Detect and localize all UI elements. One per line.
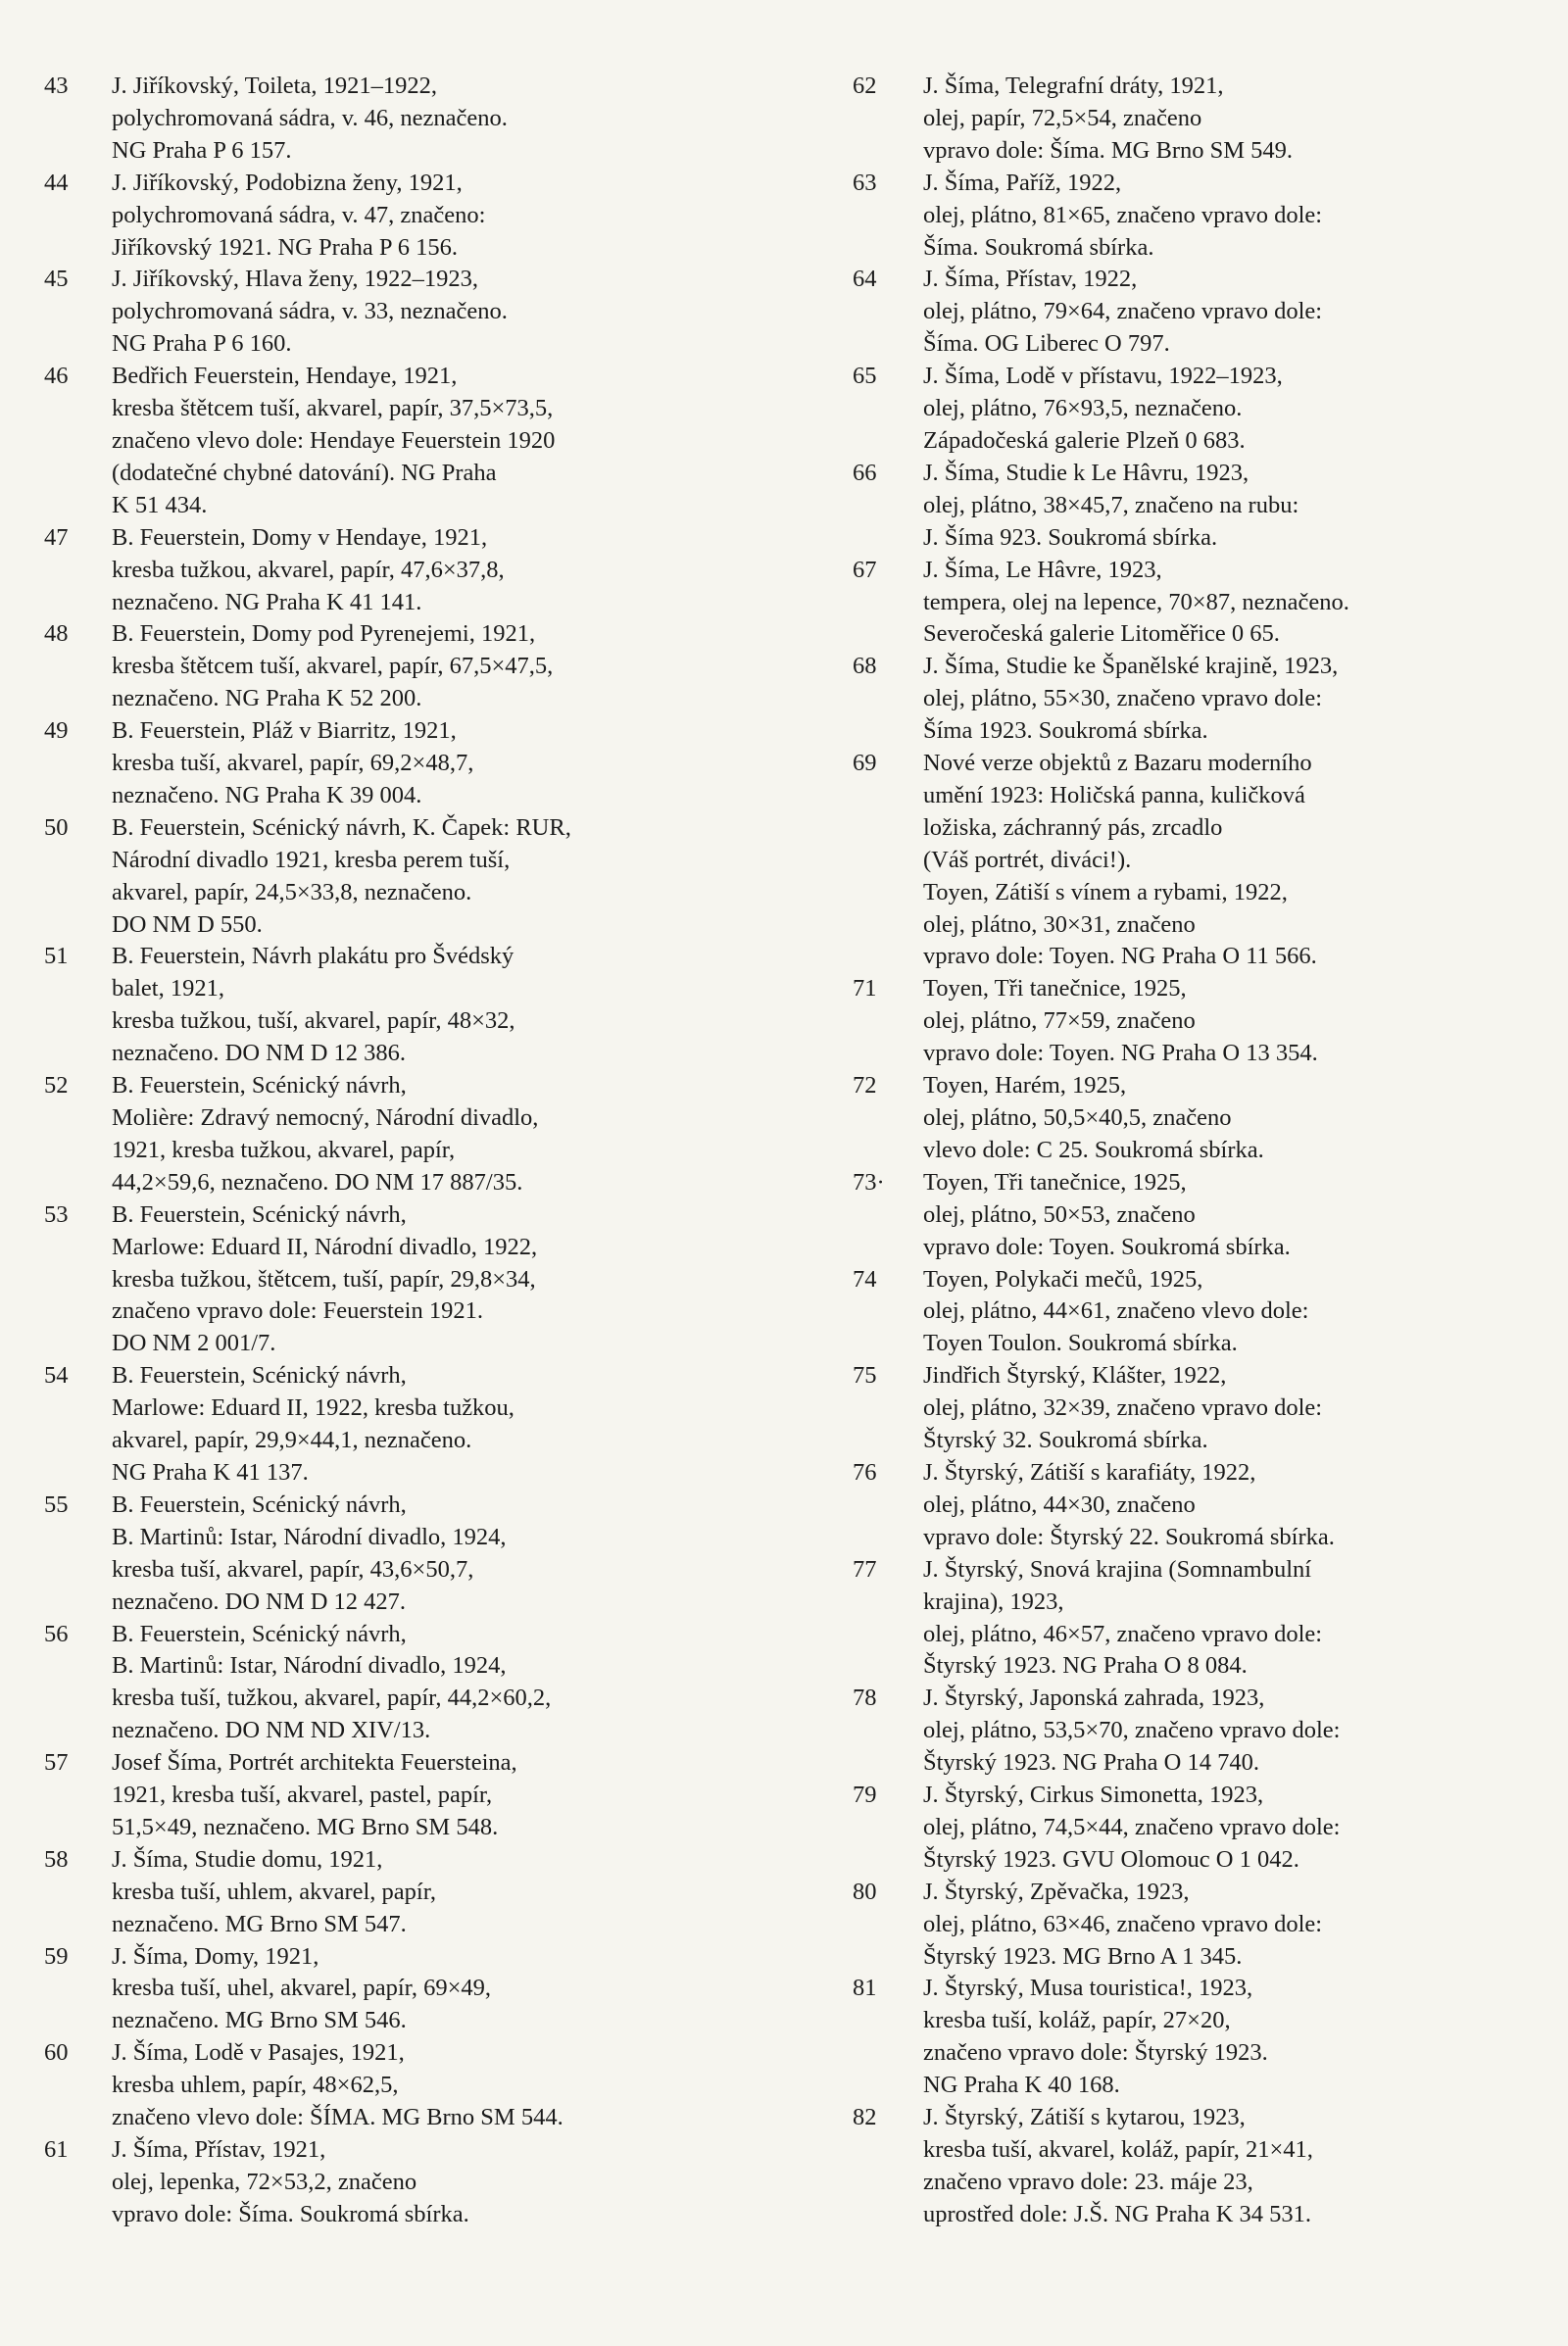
entry-line: Štyrský 1923. NG Praha O 8 084. (923, 1652, 1248, 1680)
entry-line: značeno vpravo dole: Feuerstein 1921. (112, 1297, 483, 1325)
catalog-entry (853, 973, 1558, 1070)
entry-line: J. Štyrský, Zátiší s karafiáty, 1922, (923, 1458, 1256, 1486)
entry-line: olej, plátno, 32×39, značeno vpravo dole: (923, 1394, 1323, 1422)
entry-line: J. Jiříkovský, Podobizna ženy, 1921, (112, 169, 463, 196)
entry-number: 43 (44, 73, 69, 99)
entry-number: 53 (44, 1200, 69, 1228)
entry-line: vpravo dole: Toyen. NG Praha O 13 354. (923, 1040, 1318, 1067)
entry-number: 59 (44, 1942, 69, 1970)
entry-number: 45 (44, 266, 69, 293)
entry-line: B. Feuerstein, Návrh plakátu pro Švédský (112, 943, 514, 970)
entry-number: 56 (44, 1620, 69, 1647)
entry-line: značeno vpravo dole: Štyrský 1923. (923, 2039, 1268, 2067)
entry-number: 69 (853, 750, 877, 777)
entry-text (923, 458, 1558, 555)
entry-line: Západočeská galerie Plzeň 0 683. (923, 426, 1246, 454)
catalog-entry (44, 1844, 838, 1941)
entry-line: neznačeno. NG Praha K 52 200. (112, 685, 422, 712)
entry-line: B. Feuerstein, Scénický návrh, (112, 1491, 407, 1518)
entry-line: olej, lepenka, 72×53,2, značeno (112, 2168, 417, 2195)
entry-number: 52 (44, 1072, 69, 1100)
entry-line: B. Feuerstein, Scénický návrh, (112, 1620, 407, 1647)
entry-text (923, 973, 1558, 1070)
entry-line: B. Feuerstein, Scénický návrh, K. Čapek: RUR, (112, 813, 571, 841)
entry-text (112, 618, 838, 715)
catalog-entry (44, 941, 838, 1070)
catalog-entry (853, 458, 1558, 555)
entry-line: olej, plátno, 30×31, značeno (923, 910, 1196, 938)
entry-line: 51,5×49, neznačeno. MG Brno SM 548. (112, 1813, 499, 1840)
entry-line: J. Šíma, Studie k Le Hâvru, 1923, (923, 459, 1250, 486)
catalog-entry (853, 168, 1558, 265)
entry-text (923, 361, 1558, 458)
entry-number: 61 (44, 2136, 69, 2163)
entry-text (112, 71, 838, 168)
catalog-entry (853, 1070, 1558, 1167)
entry-line: Nové verze objektů z Bazaru moderního (923, 750, 1312, 777)
entry-line: Šíma. OG Liberec O 797. (923, 330, 1170, 358)
entry-line: J. Šíma, Telegrafní dráty, 1921, (923, 73, 1224, 99)
catalog-entry (853, 1877, 1558, 1974)
entry-number: 51 (44, 943, 69, 970)
entry-line: olej, plátno, 53,5×70, značeno vpravo dole: (923, 1717, 1341, 1744)
entry-line: neznačeno. MG Brno SM 547. (112, 1910, 407, 1937)
entry-line: kresba tuší, akvarel, papír, 43,6×50,7, (112, 1555, 474, 1583)
entry-number: 60 (44, 2039, 69, 2067)
entry-line: Toyen, Tři tanečnice, 1925, (923, 975, 1187, 1002)
entry-line: kresba tuší, uhel, akvarel, papír, 69×49, (112, 1975, 492, 2002)
entry-text (112, 812, 838, 942)
entry-number: 67 (853, 556, 877, 583)
entry-number: 47 (44, 523, 69, 551)
entry-line: B. Feuerstein, Scénický návrh, (112, 1362, 407, 1390)
entry-line: Molière: Zdravý nemocný, Národní divadlo, (112, 1104, 539, 1131)
entry-number: 49 (44, 717, 69, 745)
entry-text (923, 168, 1558, 265)
entry-line: J. Šíma, Studie ke Španělské krajině, 1923, (923, 653, 1339, 680)
entry-line: Jiříkovský 1921. NG Praha P 6 156. (112, 233, 458, 261)
entry-line: akvarel, papír, 24,5×33,8, neznačeno. (112, 878, 472, 905)
entry-line: Marlowe: Eduard II, Národní divadlo, 1922, (112, 1233, 538, 1260)
entry-line: Štyrský 1923. NG Praha O 14 740. (923, 1749, 1259, 1777)
entry-line: polychromovaná sádra, v. 47, značeno: (112, 201, 486, 228)
entry-text (923, 71, 1558, 168)
entry-line: J. Šíma, Studie domu, 1921, (112, 1845, 383, 1873)
entry-line: olej, plátno, 76×93,5, neznačeno. (923, 395, 1243, 422)
catalog-entry (853, 555, 1558, 652)
catalog-entry (853, 1554, 1558, 1684)
entry-line: neznačeno. NG Praha K 41 141. (112, 588, 422, 615)
catalog-entry (853, 748, 1558, 973)
entry-number: 68 (853, 653, 877, 680)
entry-number: 62 (853, 73, 877, 99)
entry-text (923, 264, 1558, 361)
catalog-entry (853, 651, 1558, 748)
entry-text (112, 1844, 838, 1941)
entry-line: Jindřich Štyrský, Klášter, 1922, (923, 1362, 1227, 1390)
entry-line: Štyrský 32. Soukromá sbírka. (923, 1427, 1208, 1454)
entry-number: 65 (853, 363, 877, 390)
entry-line: NG Praha P 6 157. (112, 136, 292, 164)
entry-number: 78 (853, 1685, 877, 1712)
entry-line: 44,2×59,6, neznačeno. DO NM 17 887/35. (112, 1168, 523, 1196)
entry-text (923, 1683, 1558, 1780)
entry-line: vlevo dole: C 25. Soukromá sbírka. (923, 1136, 1264, 1163)
entry-text (923, 1554, 1558, 1684)
entry-line: J. Štyrský, Snová krajina (Somnambulní (923, 1555, 1312, 1583)
entry-line: Josef Šíma, Portrét architekta Feuersteina, (112, 1749, 517, 1777)
catalog-entry (853, 361, 1558, 458)
catalog-entry (853, 1264, 1558, 1361)
entry-line: olej, plátno, 79×64, značeno vpravo dole: (923, 298, 1323, 325)
entry-text (112, 1360, 838, 1490)
entry-line: J. Štyrský, Japonská zahrada, 1923, (923, 1685, 1265, 1712)
entry-line: kresba tužkou, akvarel, papír, 47,6×37,8, (112, 556, 505, 583)
entry-line: kresba tuší, tužkou, akvarel, papír, 44,2×60,2, (112, 1685, 552, 1712)
entry-text (923, 1780, 1558, 1877)
entry-number: 79 (853, 1782, 877, 1809)
catalog-entry (44, 168, 838, 265)
catalog-entry (44, 1941, 838, 2038)
entry-line: J. Šíma, Paříž, 1922, (923, 169, 1122, 196)
entry-line: B. Feuerstein, Domy pod Pyrenejemi, 1921, (112, 620, 536, 648)
entry-line: B. Martinů: Istar, Národní divadlo, 1924, (112, 1652, 507, 1680)
entry-number: 74 (853, 1265, 877, 1293)
catalog-entry (44, 1747, 838, 1844)
entry-number: 58 (44, 1845, 69, 1873)
entry-text (112, 361, 838, 522)
entry-line: krajina), 1923, (923, 1588, 1064, 1615)
entry-text (112, 2037, 838, 2134)
entry-line: J. Štyrský, Musa touristica!, 1923, (923, 1975, 1253, 2002)
entry-line: značeno vlevo dole: Hendaye Feuerstein 1920 (112, 426, 556, 454)
catalog-entry (853, 1973, 1558, 2102)
entry-number: 81 (853, 1975, 877, 2002)
entry-line: J. Šíma, Lodě v přístavu, 1922–1923, (923, 363, 1283, 390)
entry-line: kresba uhlem, papír, 48×62,5, (112, 2072, 399, 2099)
entry-line: DO NM 2 001/7. (112, 1330, 276, 1357)
catalog-entry (44, 264, 838, 361)
catalog-entry (853, 1457, 1558, 1554)
entry-line: Marlowe: Eduard II, 1922, kresba tužkou, (112, 1394, 514, 1422)
entry-line: kresba tuší, uhlem, akvarel, papír, (112, 1878, 437, 1905)
entry-line: balet, 1921, (112, 975, 224, 1002)
entry-line: Toyen Toulon. Soukromá sbírka. (923, 1330, 1238, 1357)
catalog-entry (853, 1683, 1558, 1780)
entry-line: DO NM D 550. (112, 910, 263, 938)
entry-text (112, 715, 838, 812)
entry-text (112, 2134, 838, 2231)
entry-line: neznačeno. MG Brno SM 546. (112, 2007, 407, 2034)
entry-line: neznačeno. DO NM ND XIV/13. (112, 1717, 431, 1744)
entry-text (112, 941, 838, 1070)
entry-line: vpravo dole: Toyen. NG Praha O 11 566. (923, 943, 1317, 970)
entry-line: kresba štětcem tuší, akvarel, papír, 67,5×47,5, (112, 653, 554, 680)
catalog-entry (44, 618, 838, 715)
entry-number: 76 (853, 1458, 877, 1486)
entry-line: olej, plátno, 81×65, značeno vpravo dole: (923, 201, 1323, 228)
entry-text (923, 1457, 1558, 1554)
entry-line: J. Šíma, Přístav, 1922, (923, 266, 1138, 293)
entry-line: olej, plátno, 38×45,7, značeno na rubu: (923, 491, 1299, 518)
entry-line: J. Šíma, Lodě v Pasajes, 1921, (112, 2039, 405, 2067)
entry-text (112, 1199, 838, 1361)
catalog-entry (44, 522, 838, 619)
entry-line: neznačeno. DO NM D 12 386. (112, 1040, 407, 1067)
entry-line: J. Štyrský, Zpěvačka, 1923, (923, 1878, 1190, 1905)
entry-line: B. Martinů: Istar, Národní divadlo, 1924, (112, 1523, 507, 1550)
catalog-entry (853, 1780, 1558, 1877)
entry-line: Toyen, Zátiší s vínem a rybami, 1922, (923, 878, 1288, 905)
entry-text (112, 1619, 838, 1748)
entry-text (112, 264, 838, 361)
entry-line: Severočeská galerie Litoměřice 0 65. (923, 620, 1280, 648)
entry-text (923, 1360, 1558, 1457)
entry-line: vpravo dole: Šíma. Soukromá sbírka. (112, 2200, 469, 2227)
entry-number: 46 (44, 363, 69, 390)
entry-line: značeno vpravo dole: 23. máje 23, (923, 2168, 1253, 2195)
entry-line: NG Praha P 6 160. (112, 330, 292, 358)
entry-line: olej, plátno, 50×53, značeno (923, 1200, 1196, 1228)
entry-text (923, 651, 1558, 748)
entry-text (112, 1070, 838, 1199)
entry-text (923, 555, 1558, 652)
entry-line: Bedřich Feuerstein, Hendaye, 1921, (112, 363, 458, 390)
entry-number: 44 (44, 169, 69, 196)
catalog-entry (853, 1360, 1558, 1457)
entry-line: NG Praha K 40 168. (923, 2072, 1120, 2099)
entry-text (112, 1490, 838, 1619)
entry-line: olej, plátno, 50,5×40,5, značeno (923, 1104, 1232, 1131)
catalog-entry (853, 71, 1558, 168)
entry-line: neznačeno. DO NM D 12 427. (112, 1588, 407, 1615)
entry-line: J. Štyrský, Zátiší s kytarou, 1923, (923, 2104, 1246, 2131)
entry-line: kresba tuší, koláž, papír, 27×20, (923, 2007, 1231, 2034)
entry-number: 50 (44, 813, 69, 841)
entry-line: vpravo dole: Šíma. MG Brno SM 549. (923, 136, 1294, 164)
entry-number: 55 (44, 1491, 69, 1518)
catalog-entry (44, 715, 838, 812)
entry-line: olej, papír, 72,5×54, značeno (923, 104, 1202, 131)
catalog-entry (44, 71, 838, 168)
entry-number: 66 (853, 459, 877, 486)
entry-text (923, 1877, 1558, 1974)
entry-line: olej, plátno, 55×30, značeno vpravo dole: (923, 685, 1323, 712)
catalog-entry (44, 1199, 838, 1361)
entry-text (112, 1941, 838, 2038)
entry-line: Národní divadlo 1921, kresba perem tuší, (112, 846, 511, 873)
entry-line: Toyen, Harém, 1925, (923, 1072, 1127, 1100)
entry-line: olej, plátno, 74,5×44, značeno vpravo dole: (923, 1813, 1341, 1840)
entry-text (112, 1747, 838, 1844)
entry-line: olej, plátno, 77×59, značeno (923, 1007, 1196, 1035)
entry-text (923, 1167, 1558, 1264)
entry-line: umění 1923: Holičská panna, kuličková (923, 781, 1305, 808)
entry-text (923, 748, 1558, 973)
entry-line: kresba tužkou, tuší, akvarel, papír, 48×32, (112, 1007, 515, 1035)
entry-line: kresba štětcem tuší, akvarel, papír, 37,5×73,5, (112, 395, 554, 422)
entry-line: vpravo dole: Toyen. Soukromá sbírka. (923, 1233, 1291, 1260)
entry-text (923, 1264, 1558, 1361)
entry-line: J. Šíma, Domy, 1921, (112, 1942, 319, 1970)
entry-line: (dodatečné chybné datování). NG Praha (112, 459, 497, 486)
entry-line: B. Feuerstein, Pláž v Biarritz, 1921, (112, 717, 457, 745)
entry-line: Šíma. Soukromá sbírka. (923, 233, 1154, 261)
catalog-entry (44, 1070, 838, 1199)
entry-number: 57 (44, 1749, 69, 1777)
entry-line: tempera, olej na lepence, 70×87, neznačeno. (923, 588, 1349, 615)
entry-line: 1921, kresba tužkou, akvarel, papír, (112, 1136, 456, 1163)
entry-line: kresba tuší, akvarel, papír, 69,2×48,7, (112, 750, 474, 777)
entry-number: 71 (853, 975, 877, 1002)
catalog-entry (853, 264, 1558, 361)
entry-text (923, 1070, 1558, 1167)
catalog-entry (44, 2134, 838, 2231)
entry-line: B. Feuerstein, Domy v Hendaye, 1921, (112, 523, 488, 551)
entry-line: J. Jiříkovský, Toileta, 1921–1922, (112, 73, 437, 99)
entry-line: olej, plátno, 44×30, značeno (923, 1491, 1196, 1518)
entry-line: polychromovaná sádra, v. 33, neznačeno. (112, 298, 508, 325)
entry-line: B. Feuerstein, Scénický návrh, (112, 1072, 407, 1100)
entry-line: J. Šíma 923. Soukromá sbírka. (923, 523, 1218, 551)
entry-line: vpravo dole: Štyrský 22. Soukromá sbírka. (923, 1523, 1335, 1550)
entry-line: akvarel, papír, 29,9×44,1, neznačeno. (112, 1427, 472, 1454)
entry-text (923, 1973, 1558, 2102)
entry-line: J. Jiříkovský, Hlava ženy, 1922–1923, (112, 266, 479, 293)
entry-line: J. Štyrský, Cirkus Simonetta, 1923, (923, 1782, 1264, 1809)
entry-line: Šíma 1923. Soukromá sbírka. (923, 717, 1208, 745)
entry-line: Toyen, Tři tanečnice, 1925, (923, 1168, 1187, 1196)
entry-number: 80 (853, 1878, 877, 1905)
entry-line: NG Praha K 41 137. (112, 1458, 309, 1486)
entry-line: olej, plátno, 46×57, značeno vpravo dole: (923, 1620, 1323, 1647)
entry-line: polychromovaná sádra, v. 46, neznačeno. (112, 104, 508, 131)
catalog-entry (44, 1360, 838, 1490)
entry-number: 63 (853, 169, 877, 196)
entry-line: uprostřed dole: J.Š. NG Praha K 34 531. (923, 2200, 1312, 2227)
entry-line: Štyrský 1923. MG Brno A 1 345. (923, 1942, 1243, 1970)
entry-line: Toyen, Polykači mečů, 1925, (923, 1265, 1203, 1293)
entry-line: (Váš portrét, diváci!). (923, 846, 1132, 873)
catalog-entry (44, 1490, 838, 1619)
entry-number: 72 (853, 1072, 877, 1100)
catalog-entry (44, 1619, 838, 1748)
entry-line: ložiska, záchranný pás, zrcadlo (923, 813, 1223, 841)
entry-number: 64 (853, 266, 877, 293)
entry-line: Štyrský 1923. GVU Olomouc O 1 042. (923, 1845, 1299, 1873)
entry-number: 82 (853, 2104, 877, 2131)
entry-line: kresba tuší, akvarel, koláž, papír, 21×41, (923, 2136, 1313, 2163)
entry-number: 77 (853, 1555, 877, 1583)
entry-line: B. Feuerstein, Scénický návrh, (112, 1200, 407, 1228)
entry-number: 75 (853, 1362, 877, 1390)
entry-text (923, 2102, 1558, 2231)
entry-line: kresba tužkou, štětcem, tuší, papír, 29,8×34, (112, 1265, 536, 1293)
right-column (853, 71, 1558, 2231)
left-column (44, 71, 838, 2231)
entry-line: J. Šíma, Přístav, 1921, (112, 2136, 326, 2163)
catalog-entry (44, 361, 838, 522)
entry-text (112, 522, 838, 619)
catalog-entry (44, 2037, 838, 2134)
entry-line: značeno vlevo dole: ŠÍMA. MG Brno SM 544. (112, 2104, 564, 2131)
entry-line: olej, plátno, 44×61, značeno vlevo dole: (923, 1297, 1309, 1325)
entry-number: 54 (44, 1362, 69, 1390)
entry-line: K 51 434. (112, 491, 208, 518)
entry-line: 1921, kresba tuší, akvarel, pastel, papír, (112, 1782, 493, 1809)
entry-line: neznačeno. NG Praha K 39 004. (112, 781, 422, 808)
entry-line: olej, plátno, 63×46, značeno vpravo dole: (923, 1910, 1323, 1937)
catalog-entry (853, 1167, 1558, 1264)
entry-number: 73· (853, 1168, 885, 1196)
catalog-entry (853, 2102, 1558, 2231)
entry-number: 48 (44, 620, 69, 648)
entry-text (112, 168, 838, 265)
catalog-entry (44, 812, 838, 942)
entry-line: J. Šíma, Le Hâvre, 1923, (923, 556, 1162, 583)
